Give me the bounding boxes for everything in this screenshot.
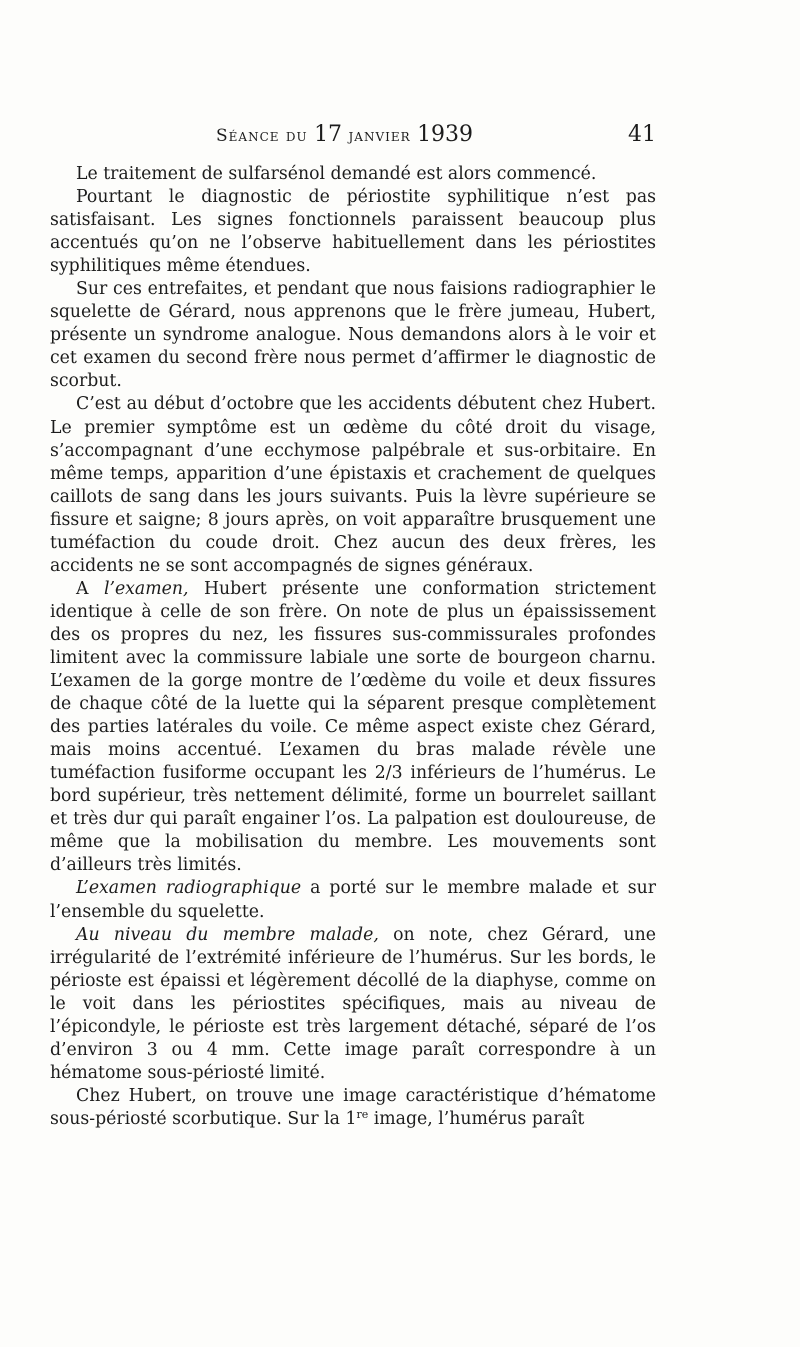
paragraph-5-italic: l’examen, bbox=[103, 578, 189, 599]
paragraph-2 bbox=[50, 186, 656, 278]
paragraph-4-text: C’est au début d’octobre que les accidents débutent chez Hubert. Le premier symptôme est un œdème du côté droit du visage, s’accompagnant d’une ecchymose palpébrale et sus-orbitaire. En même temps, apparition d’une épistaxis et crachement de quelques caillots de sang dans les jours suivants. Puis la lèvre supérieure se fissure et saigne; 8 jours après, on voit apparaître brusquement une tuméfaction du coude droit. Chez aucun des deux frères, les accidents ne se sont accompagnés de signes généraux. bbox=[50, 394, 656, 576]
paragraph-7-italic: Au niveau du membre malade, bbox=[76, 924, 379, 945]
header-title-part1: Séance du bbox=[216, 126, 308, 146]
running-header bbox=[78, 118, 656, 150]
paragraph-2-text: Pourtant le diagnostic de périostite syphilitique n’est pas satisfaisant. Les signes fonctionnels paraissent beaucoup plus accentués qu’on ne l’observe habituellement dans les périostites syphilitiques même étendues. bbox=[50, 187, 656, 277]
paragraph-6-rest: a porté sur le membre malade et sur l’ensemble du squelette. bbox=[50, 878, 656, 922]
header-title-part2: janvier bbox=[348, 126, 411, 146]
paragraph-8-superscript: re bbox=[356, 1107, 369, 1121]
paragraph-5-lead: A bbox=[76, 578, 89, 599]
page-number: 41 bbox=[628, 122, 656, 147]
body-text bbox=[50, 163, 656, 1131]
paragraph-5 bbox=[50, 578, 656, 878]
paragraph-7-rest: on note, chez Gérard, une irrégularité de l’extrémité inférieure de l’humérus. Sur les bords, le périoste est épaissi et légèrement décollé de la diaphyse, comme on le voit dans les périostites spécifiques, mais au niveau de l’épicondyle, le périoste est très largement détaché, séparé de l’os d’environ 3 ou 4 mm. Cette image paraît correspondre à un hématome sous-périosté limité. bbox=[50, 924, 656, 1083]
paragraph-5-rest: Hubert présente une conformation strictement identique à celle de son frère. On note de plus un épaississement des os propres du nez, les fissures sus-commissurales profondes limitent avec la commissure labiale une sorte de bourgeon charnu. L’examen de la gorge montre de l’œdème du voile et deux fissures de chaque côté de la luette qui la séparent presque complètement des parties latérales du voile. Ce même aspect existe chez Gérard, mais moins accentué. L’examen du bras malade révèle une tuméfaction fusiforme occupant les 2/3 inférieurs de l’humérus. Le bord supérieur, très nettement délimité, forme un bourrelet saillant et très dur qui paraît engainer l’os. La palpation est douloureuse, de même que la mobilisation du membre. Les mouvements sont d’ailleurs très limités. bbox=[50, 578, 656, 876]
paragraph-8-after: image, l’humérus paraît bbox=[373, 1108, 585, 1129]
paragraph-3 bbox=[50, 278, 656, 393]
paragraph-6-italic: L’examen radiographique bbox=[76, 878, 302, 899]
header-title-year: 1939 bbox=[417, 122, 474, 147]
paragraph-7 bbox=[50, 924, 656, 1085]
paragraph-3-text: Sur ces entrefaites, et pendant que nous faisions radiographier le squelette de Gérard, nous apprenons que le frère jumeau, Hubert, présente un syndrome analogue. Nous demandons alors à le voir et cet examen du second frère nous permet d’affirmer le diagnostic de scorbut. bbox=[50, 279, 656, 392]
paragraph-1 bbox=[50, 163, 656, 186]
paragraph-4 bbox=[50, 393, 656, 577]
paragraph-6 bbox=[50, 877, 656, 923]
header-title bbox=[216, 122, 473, 147]
paragraph-1-text: Le traitement de sulfarsénol demandé est alors commencé. bbox=[76, 164, 597, 184]
header-title-day: 17 bbox=[314, 122, 343, 147]
paragraph-8-before: Chez Hubert, on trouve une image caractéristique d’hématome sous-périosté scorbutique. Sur la 1 bbox=[50, 1085, 656, 1129]
paragraph-8 bbox=[50, 1085, 656, 1131]
